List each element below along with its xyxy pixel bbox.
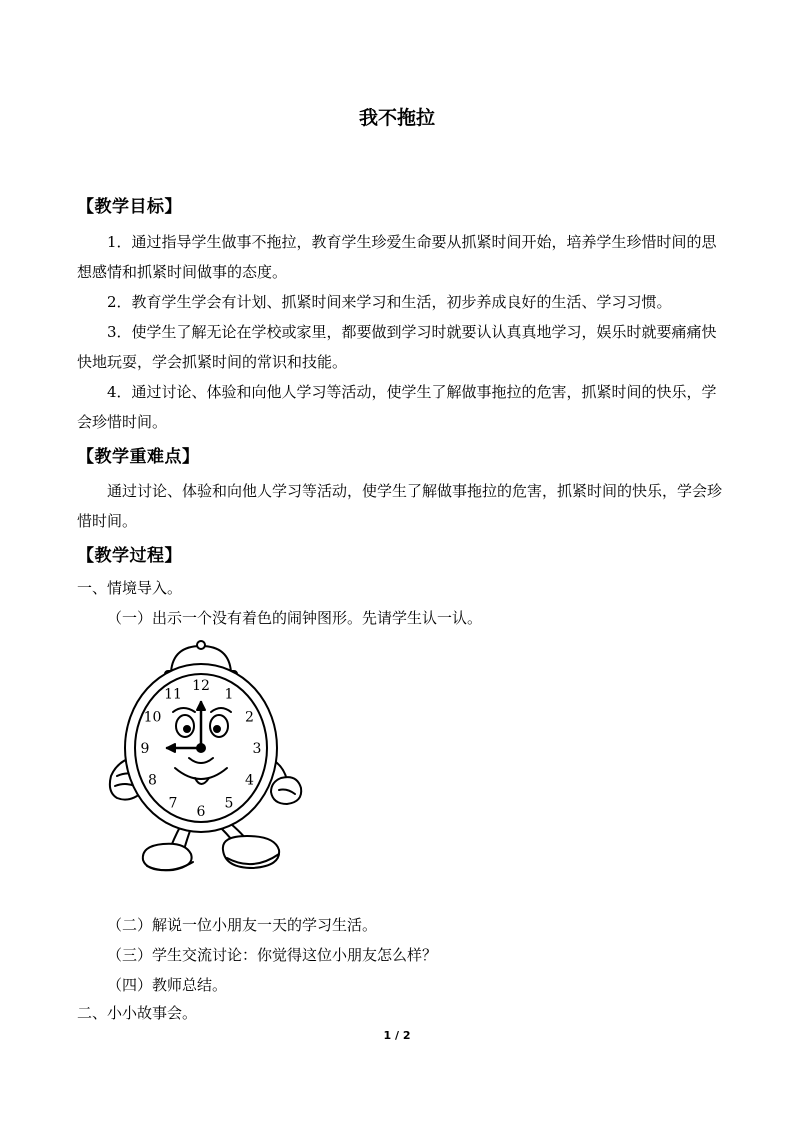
key-points-text: 通过讨论、体验和向他人学习等活动，使学生了解做事拖拉的危害，抓紧时间的快乐，学会珍惜时间。 xyxy=(77,482,723,530)
process-step-1: （一）出示一个没有着色的闹钟图形。先请学生认一认。 xyxy=(107,609,483,627)
objective-item-4: 4．通过讨论、体验和向他人学习等活动，使学生了解做事拖拉的危害，抓紧时间的快乐，学会珍惜时间。 xyxy=(77,383,717,431)
clock-numeral: 7 xyxy=(168,795,178,812)
page-title: 我不拖拉 xyxy=(358,107,435,129)
clock-numeral: 6 xyxy=(196,804,206,820)
clock-numeral: 3 xyxy=(252,741,262,757)
process-part-2: 二、小小故事会。 xyxy=(77,1004,198,1022)
clock-numeral: 11 xyxy=(164,686,182,703)
process-step-2: （二）解说一位小朋友一天的学习生活。 xyxy=(107,916,378,934)
objective-item-3: 3．使学生了解无论在学校或家里，都要做到学习时就要认认真真地学习，娱乐时就要痛痛快快地玩耍，学会抓紧时间的常识和技能。 xyxy=(77,323,717,371)
objective-item-1: 1．通过指导学生做事不拖拉，教育学生珍爱生命要从抓紧时间开始，培养学生珍惜时间的思想感情和抓紧时间做事的态度。 xyxy=(77,233,717,281)
page-number: 1 / 2 xyxy=(383,1029,411,1042)
process-heading: 【教学过程】 xyxy=(77,546,182,566)
key-points-heading: 【教学重难点】 xyxy=(77,447,200,467)
clock-numeral: 2 xyxy=(245,709,254,726)
objectives-heading: 【教学目标】 xyxy=(77,197,182,217)
clock-numeral: 1 xyxy=(224,686,234,703)
clock-numeral: 12 xyxy=(192,678,210,694)
clock-numeral: 5 xyxy=(224,795,234,812)
process-part-1: 一、情境导入。 xyxy=(77,579,183,597)
process-step-4: （四）教师总结。 xyxy=(107,976,228,994)
objective-item-2: 2．教育学生学会有计划、抓紧时间来学习和生活，初步养成良好的生活、学习习惯。 xyxy=(107,293,672,311)
clock-numeral: 10 xyxy=(143,709,162,726)
clock-numeral: 8 xyxy=(148,772,157,789)
alarm-clock-illustration xyxy=(103,640,308,902)
process-step-3: （三）学生交流讨论：你觉得这位小朋友怎么样？ xyxy=(107,946,438,964)
clock-numeral: 4 xyxy=(245,772,254,789)
clock-numeral: 9 xyxy=(140,741,150,757)
